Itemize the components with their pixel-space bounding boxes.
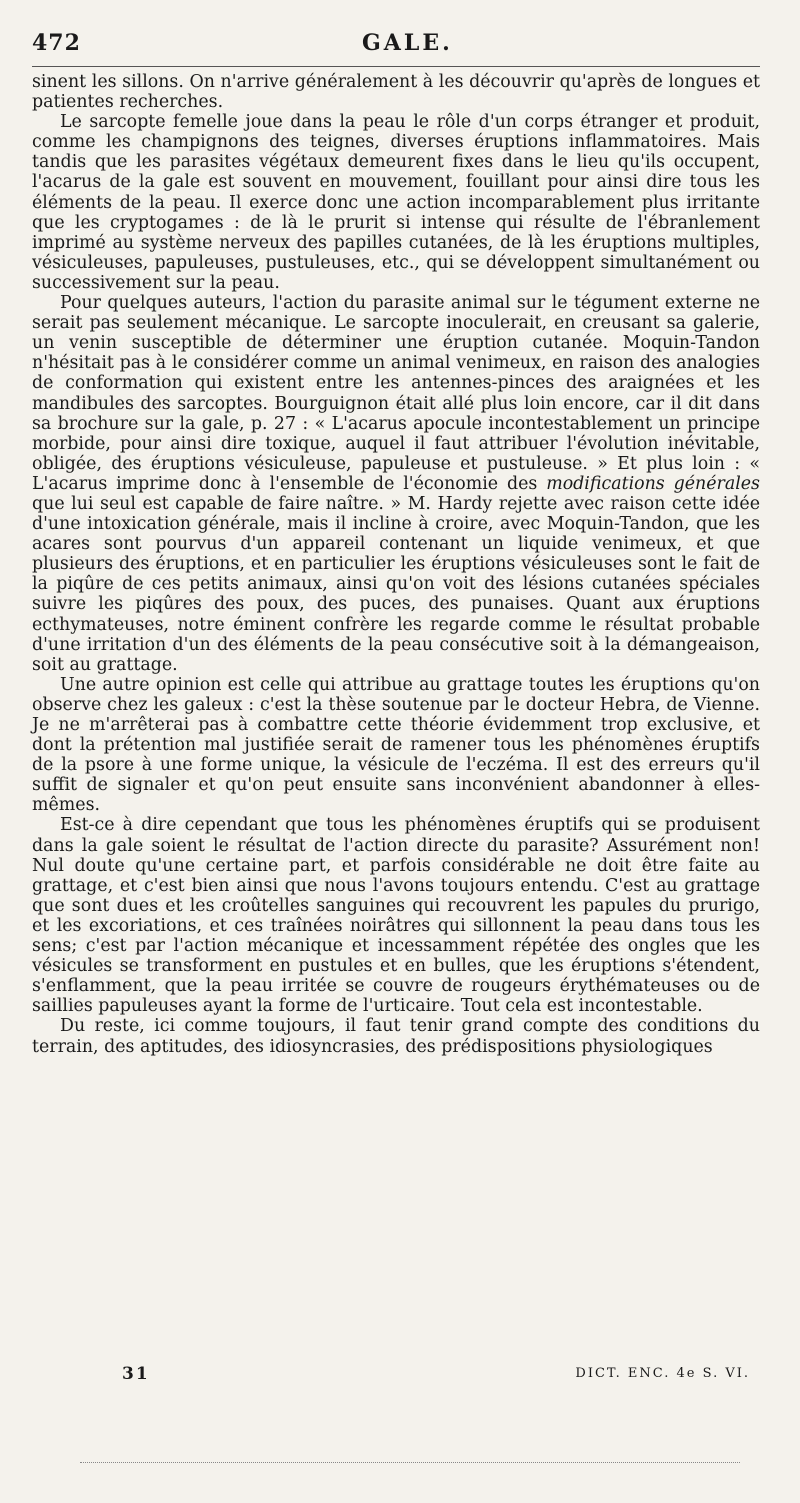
page-edge-dots [80,1462,740,1465]
body-text [32,72,760,1057]
italic-phrase: modifications générales [546,473,760,494]
dictionary-reference: DICT. ENC. 4e S. VI. [575,1366,750,1381]
paragraph [32,293,760,675]
paragraph-text: que lui seul est capable de faire naître. » M. Hardy rejette avec raison cette idée d'une intoxication générale, mais il incline à croire, avec Moquin-Tandon, que les acares sont pourvus d'un appareil contenant un liquide venimeux, et que plusieurs des éruptions, et en particulier les éruptions vésiculeuses sont le fait de la piqûre de ces petits animaux, ainsi qu'on voit des lésions cutanées spéciales suivre les piqûres des poux, des puces, des punaises. Quant aux éruptions ecthymateuses, notre éminent confrère les regarde comme le résultat probable d'une irritation d'un des éléments de la peau consécutive soit à la démangeaison, soit au grattage. [32,493,760,675]
paragraph: Du reste, ici comme toujours, il faut tenir grand compte des conditions du terrain, des aptitudes, des idiosyncrasies, des prédispositions physiologiques [32,1016,760,1057]
paragraph: Est-ce à dire cependant que tous les phénomènes éruptifs qui se produisent dans la gale soient le résultat de l'action directe du parasite? Assurément non! Nul doute qu'une certaine part, et parfois considérable ne doit être faite au grattage, et c'est bien ainsi que nous l'avons toujours entendu. C'est au grattage que sont dues et les croûtelles sanguines qui recouvrent les papules du prurigo, et les excoriations, et ces traînées noirâtres qui sillonnent la peau dans tous les sens; c'est par l'action mécanique et incessamment répétée des ongles que les vésicules se transforment en pustules et en bulles, que les éruptions s'étendent, s'enflamment, que la peau irritée se couvre de rougeurs érythémateuses ou de saillies papuleuses ayant la forme de l'urticaire. Tout cela est incontestable. [32,815,760,1017]
paragraph: Une autre opinion est celle qui attribue au grattage toutes les éruptions qu'on observe chez les galeux : c'est la thèse soutenue par le docteur Hebra, de Vienne. Je ne m'arrêterai pas à combattre cette théorie évidemment trop exclusive, et dont la prétention mal justifiée serait de ramener tous les phénomènes éruptifs de la psore à une forme unique, la vésicule de l'eczéma. Il est des erreurs qu'il suffit de signaler et qu'on peut ensuite sans inconvénient abandonner à elles-mêmes. [32,674,760,816]
signature-mark: 31 [122,1364,150,1384]
paragraph: sinent les sillons. On n'arrive généralement à les découvrir qu'après de longues et patientes recherches. [32,72,760,113]
running-head: GALE. [362,30,453,56]
paragraph-text: Pour quelques auteurs, l'action du parasite animal sur le tégument externe ne serait pas seulement mécanique. Le sarcopte inoculerait, en creusant sa galerie, un venin susceptible de déterminer une éruption cutanée. Moquin-Tandon n'hésitait pas à le considérer comme un animal venimeux, en raison des analogies de conformation qui existent entre les antennes-pinces des araignées et les mandibules des sarcoptes. Bourguignon était allé plus loin encore, car il dit dans sa brochure sur la gale, p. 27 : « L'acarus apocule incontestablement un principe morbide, pour ainsi dire toxique, auquel il faut attribuer l'évolution inévitable, obligée, des éruptions vésiculeuse, papuleuse et pustuleuse. » Et plus loin : « L'acarus imprime donc à l'ensemble de l'économie des [32,293,760,494]
page-header [32,28,760,68]
header-rule [32,66,760,67]
page-footer [32,1364,760,1394]
paragraph: Le sarcopte femelle joue dans la peau le rôle d'un corps étranger et produit, comme les champignons des teignes, diverses éruptions inflammatoires. Mais tandis que les parasites végétaux demeurent fixes dans le lieu qu'ils occupent, l'acarus de la gale est souvent en mouvement, fouillant pour ainsi dire tous les éléments de la peau. Il exerce donc une action incomparablement plus irritante que les cryptogames : de là le prurit si intense qui résulte de l'ébranlement imprimé au système nerveux des papilles cutanées, de là les éruptions multiples, vésiculeuses, papuleuses, pustuleuses, etc., qui se développent simultanément ou successivement sur la peau. [32,112,760,293]
page-number: 472 [32,30,81,56]
